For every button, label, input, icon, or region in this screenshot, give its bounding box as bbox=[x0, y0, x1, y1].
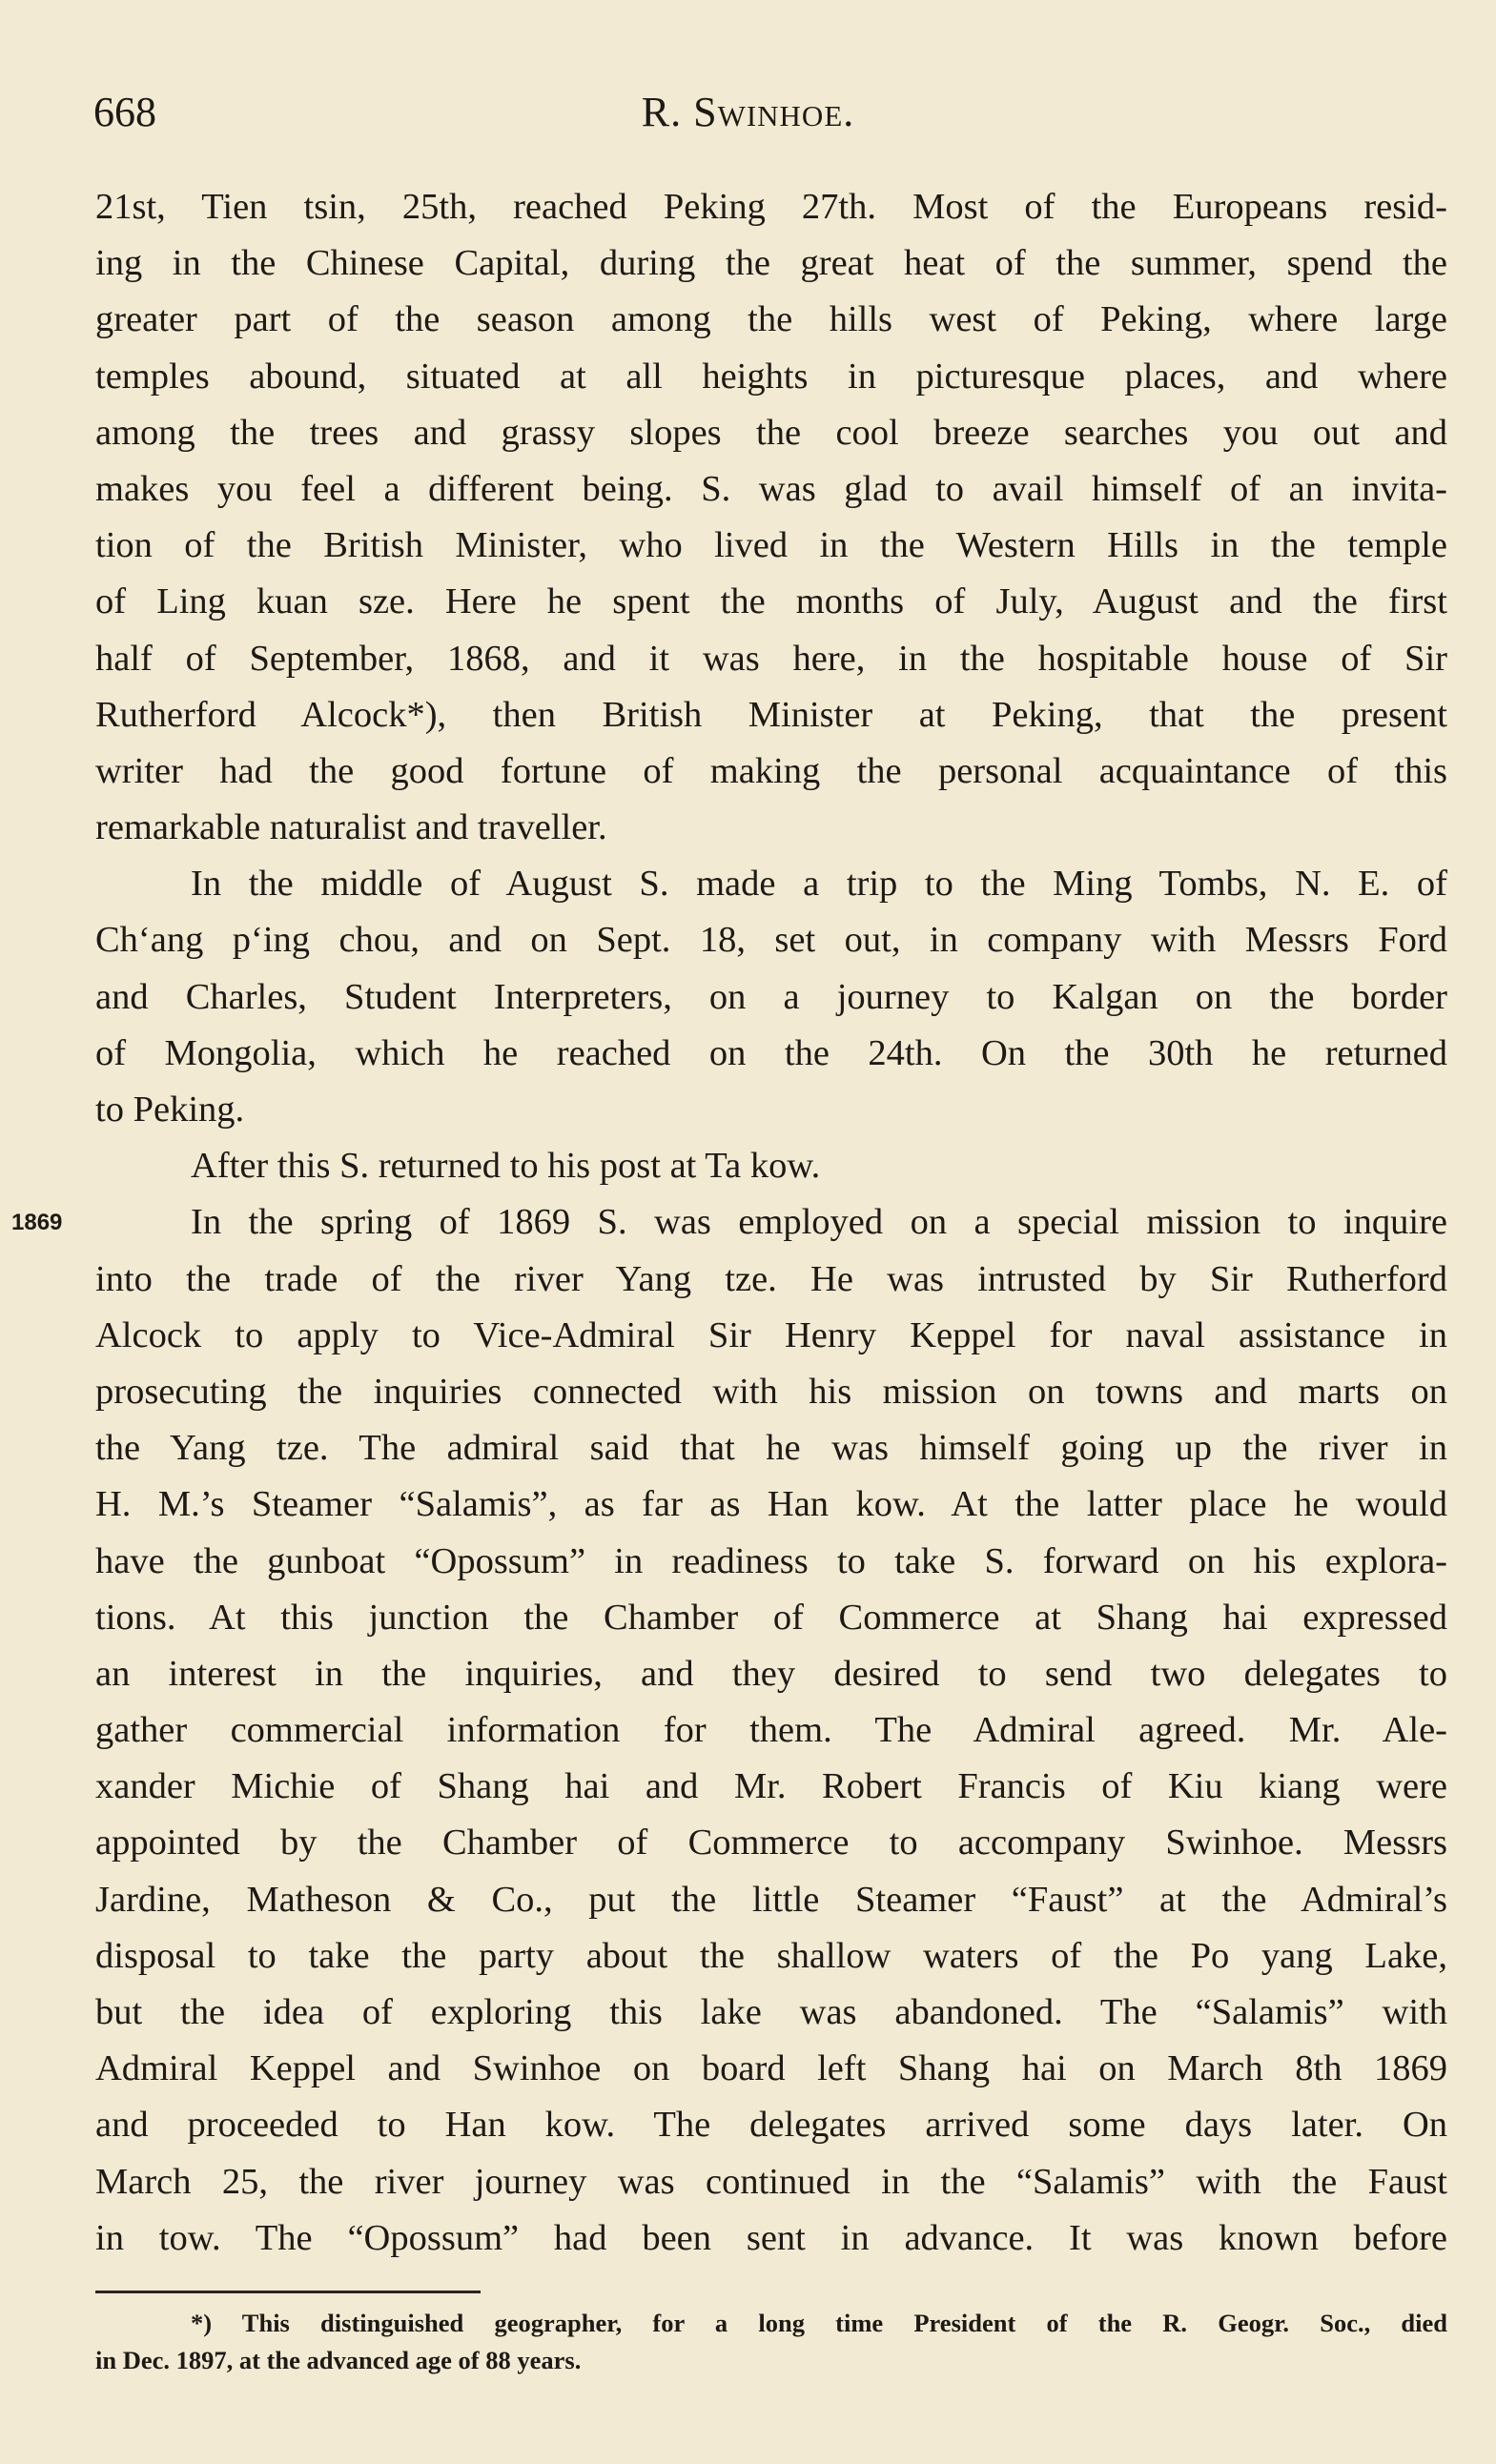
text-line: the Yang tze. The admiral said that he was himself going up the river in bbox=[95, 1428, 1447, 1469]
text-line: ing in the Chinese Capital, during the great heat of the summer, spend the bbox=[95, 243, 1447, 284]
text-line-with-margin-year bbox=[11, 1194, 1447, 1251]
text-line: in tow. The “Opossum” had been sent in advance. It was known before bbox=[95, 2217, 1447, 2258]
text-line: Rutherford Alcock*), then British Minister at Peking, that the present bbox=[95, 694, 1447, 735]
text-line: half of September, 1868, and it was here, in the hospitable house of Sir bbox=[95, 638, 1447, 679]
text-line: to Peking. bbox=[95, 1089, 245, 1130]
text-line: Jardine, Matheson & Co., put the little Steamer “Faust” at the Admiral’s bbox=[95, 1879, 1447, 1920]
text-line: xander Michie of Shang hai and Mr. Robert Francis of Kiu kiang were bbox=[95, 1766, 1447, 1807]
text-line: greater part of the season among the hills west of Peking, where large bbox=[95, 299, 1447, 340]
text-line: into the trade of the river Yang tze. He was intrusted by Sir Rutherford bbox=[95, 1258, 1447, 1299]
text-line: an interest in the inquiries, and they desired to send two delegates to bbox=[95, 1653, 1447, 1694]
footnote-line: in Dec. 1897, at the advanced age of 88 years. bbox=[95, 2346, 582, 2374]
text-line: appointed by the Chamber of Commerce to accompany Swinhoe. Messrs bbox=[95, 1823, 1447, 1863]
page-header bbox=[0, 84, 1496, 141]
text-line: and Charles, Student Interpreters, on a journey to Kalgan on the border bbox=[95, 976, 1447, 1017]
text-line: among the trees and grassy slopes the cool breeze searches you out and bbox=[95, 412, 1447, 453]
body-text bbox=[11, 179, 1447, 2267]
text-line: have the gunboat “Opossum” in readiness to take S. forward on his explora- bbox=[95, 1540, 1447, 1581]
text-line: Chʻang pʻing chou, and on Sept. 18, set out, in company with Messrs Ford bbox=[95, 920, 1447, 961]
text-line: Admiral Keppel and Swinhoe on board left Shang hai on March 8th 1869 bbox=[95, 2048, 1447, 2089]
text-line: tion of the British Minister, who lived in the Western Hills in the temple bbox=[95, 525, 1447, 566]
text-line: of Mongolia, which he reached on the 24th. On the 30th he returned bbox=[95, 1032, 1447, 1073]
text-line: writer had the good fortune of making the personal acquaintance of this bbox=[95, 750, 1447, 791]
footnote bbox=[95, 2305, 1447, 2379]
text-line: makes you feel a different being. S. was glad to avail himself of an invita- bbox=[95, 468, 1447, 509]
footnote-line: *) This distinguished geographer, for a long time President of the R. Geogr. Soc., died bbox=[191, 2309, 1447, 2337]
text-line: H. M.’s Steamer “Salamis”, as far as Han kow. At the latter place he would bbox=[95, 1484, 1447, 1525]
text-line: In the middle of August S. made a trip to the Ming Tombs, N. E. of bbox=[191, 864, 1447, 905]
text-line-content: In the spring of 1869 S. was employed on a special mission to inquire bbox=[191, 1202, 1447, 1243]
text-line: temples abound, situated at all heights in picturesque places, and where bbox=[95, 356, 1447, 397]
footnote-rule bbox=[95, 2291, 481, 2293]
text-line: Alcock to apply to Vice-Admiral Sir Henry Keppel for naval assistance in bbox=[95, 1314, 1447, 1355]
text-line: tions. At this junction the Chamber of Commerce at Shang hai expressed bbox=[95, 1597, 1447, 1638]
running-head: R. Swinhoe. bbox=[641, 89, 855, 135]
text-line: After this S. returned to his post at Ta kow. bbox=[191, 1146, 821, 1187]
text-line: remarkable naturalist and traveller. bbox=[95, 807, 607, 848]
page-number: 668 bbox=[93, 89, 156, 135]
text-line: and proceeded to Han kow. The delegates arrived some days later. On bbox=[95, 2105, 1447, 2146]
text-line: 21st, Tien tsin, 25th, reached Peking 27th. Most of the Europeans resid- bbox=[95, 187, 1447, 227]
margin-year-note: 1869 bbox=[11, 1210, 63, 1236]
text-line: gather commercial information for them. The Admiral agreed. Mr. Ale- bbox=[95, 1710, 1447, 1751]
text-line: prosecuting the inquiries connected with his mission on towns and marts on bbox=[95, 1371, 1447, 1412]
text-line: of Ling kuan sze. Here he spent the months of July, August and the first bbox=[95, 581, 1447, 622]
text-line: March 25, the river journey was continued in the “Salamis” with the Faust bbox=[95, 2161, 1447, 2202]
text-line: but the idea of exploring this lake was abandoned. The “Salamis” with bbox=[95, 1992, 1447, 2032]
text-line: disposal to take the party about the shallow waters of the Po yang Lake, bbox=[95, 1935, 1447, 1976]
